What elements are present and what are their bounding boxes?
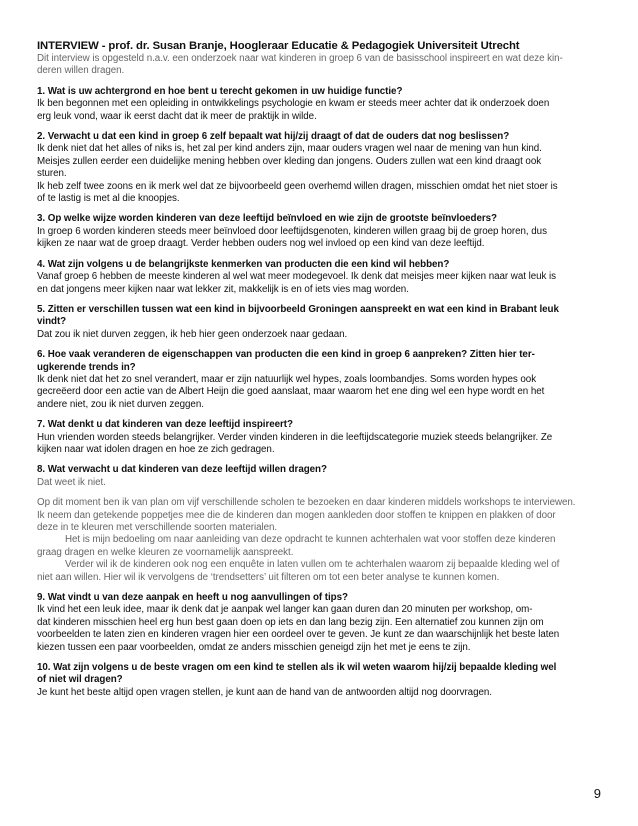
note-p3-line-2: niet aan willen. Hier wil ik vervolgens de ‘trendsetters’ uit filteren om tot een beter analyse te kunnen komen. — [37, 571, 500, 583]
intro-line-1: Dit interview is opgesteld n.a.v. een onderzoek naar wat kinderen in groep 6 van de basisschool inspireert en wat deze kin- — [37, 53, 563, 64]
note-p2-line-2: graag dragen en welke kleuren ze voornamelijk aanspreekt. — [37, 546, 294, 558]
answer-6-line-2: gecreëerd door een actie van de Albert Heijn die goed aanslaat, maar waarom het ene ding wel een hype wordt en het — [37, 386, 545, 398]
answer-10-line-1: Je kunt het beste altijd open vragen stellen, je kunt aan de hand van de antwoorden altijd nog doorvragen. — [37, 686, 492, 698]
document-page — [37, 39, 600, 699]
answer-6-line-3: andere niet, zou ik niet durven zeggen. — [37, 398, 204, 410]
qa-item-8 — [37, 464, 600, 489]
question-1: 1. Wat is uw achtergrond en hoe bent u terecht gekomen in uw huidige functie? — [37, 85, 403, 97]
answer-4-line-2: en dat jongens meer kijken naar wat lekker zit, makkelijk is en of iets vies mag worden. — [37, 283, 409, 295]
answer-1-line-1: Ik ben begonnen met een opleiding in ontwikkelings psychologie en kwam er steeds meer achter dat ik onderzoek doen — [37, 98, 550, 110]
answer-2-line-3: sturen. — [37, 168, 67, 180]
qa-item-5 — [37, 304, 600, 341]
question-5-line-2: vindt? — [37, 316, 67, 328]
qa-item-3 — [37, 213, 600, 250]
question-5-line-1: 5. Zitten er verschillen tussen wat een kind in bijvoorbeeld Groningen aanspreekt en wat een kind in Brabant leuk — [37, 303, 559, 315]
note-p1-line-2: Ik neem dan getekende poppetjes mee die de kinderen dan mogen aankleden door stoffen te knippen en plakken of door — [37, 509, 556, 521]
question-9: 9. Wat vindt u van deze aanpak en heeft u nog aanvullingen of tips? — [37, 592, 348, 604]
intro-line-2: deren willen dragen. — [37, 65, 125, 77]
question-7: 7. Wat denkt u dat kinderen van deze leeftijd inspireert? — [37, 419, 293, 431]
note-p1-line-3: deze in te kleuren met verschillende soorten materialen. — [37, 522, 278, 533]
workshop-note — [37, 497, 600, 584]
qa-item-2 — [37, 131, 600, 205]
qa-item-9 — [37, 592, 600, 654]
question-6-line-1: 6. Hoe vaak veranderen de eigenschappen van producten die een kind in groep 6 aanpreken? Zitten hier ter- — [37, 349, 535, 361]
note-p1-line-1: Op dit moment ben ik van plan om vijf verschillende scholen te bezoeken en daar kinderen middels workshops te interviewen. — [37, 497, 576, 509]
page-number: 9 — [593, 786, 601, 801]
answer-9-line-4: kiezen tussen een paar voorbeelden, omdat ze anders misschien geneigd zijn het met je eens te zijn. — [37, 641, 471, 653]
qa-item-6 — [37, 349, 600, 411]
answer-7-line-2: kijken naar wat idolen dragen en hoe ze zich gedragen. — [37, 443, 275, 455]
question-3: 3. Op welke wijze worden kinderen van deze leeftijd beïnvloed en wie zijn de grootste beïnvloeders? — [37, 213, 497, 225]
qa-item-4 — [37, 259, 600, 296]
question-10-line-1: 10. Wat zijn volgens u de beste vragen om een kind te stellen als ik wil weten waarom hij/zij bepaalde kleding wel — [37, 662, 557, 674]
answer-2-line-5: of te lastig is met al die knoopjes. — [37, 193, 180, 205]
answer-8-line-1: Dat weet ik niet. — [37, 476, 106, 488]
answer-2-line-2: Meisjes zullen eerder een duidelijke mening hebben over kleding dan jongens. Ouders zullen wat een kind draagt ook — [37, 155, 542, 167]
answer-9-line-2: dat kinderen misschien heel erg hun best gaan doen op iets en dan lang bezig zijn. Een alternatief zou kunnen zijn om — [37, 616, 544, 628]
question-2: 2. Verwacht u dat een kind in groep 6 zelf bepaalt wat hij/zij draagt of dat de ouders dat nog beslissen? — [37, 131, 510, 143]
answer-9-line-3: voorbeelden te laten zien en kinderen vragen hier een oordeel over te geven. Je kunt ze dan waarschijnlijk het beste laten — [37, 629, 560, 641]
answer-1-line-2: erg leuk vond, waar ik eerst dacht dat ik meer de praktijk in wilde. — [37, 110, 317, 122]
page-title: INTERVIEW - prof. dr. Susan Branje, Hoogleraar Educatie & Pedagogiek Universiteit Utrecht — [37, 40, 520, 52]
qa-item-10 — [37, 662, 600, 699]
answer-2-line-4: Ik heb zelf twee zoons en ik merk wel dat ze bijvoorbeeld geen overhemd willen dragen, misschien omdat het niet stoer is — [37, 180, 558, 192]
qa-item-1 — [37, 86, 600, 123]
question-4: 4. Wat zijn volgens u de belangrijkste kenmerken van producten die een kind wil hebben? — [37, 258, 450, 270]
answer-3-line-1: In groep 6 worden kinderen steeds meer beïnvloed door leeftijdsgenoten, kinderen willen graag bij de groep horen, dus — [37, 225, 547, 237]
answer-2-line-1: Ik denk niet dat het alles of niks is, het zal per kind anders zijn, maar ouders vragen wel naar de mening van hun kind. — [37, 143, 542, 155]
note-p2-line-1: Het is mijn bedoeling om naar aanleiding van deze opdracht te kunnen achterhalen wat voor stoffen deze kinderen — [65, 534, 556, 546]
answer-7-line-1: Hun vrienden worden steeds belangrijker. Verder vinden kinderen in die leeftijdscategorie muziek steeds belangrijker. Ze — [37, 431, 553, 443]
note-p3-line-1: Verder wil ik de kinderen ook nog een enquête in laten vullen om te achterhalen waarom zij bepaalde kleding wel of — [65, 559, 560, 571]
answer-6-line-1: Ik denk niet dat het zo snel verandert, maar er zijn natuurlijk wel hypes, zoals loombandjes. Soms worden hypes ook — [37, 373, 537, 385]
answer-9-line-1: Ik vind het een leuk idee, maar ik denk dat je aanpak wel langer kan gaan duren dan 20 minuten per workshop, om- — [37, 604, 533, 616]
question-8: 8. Wat verwacht u dat kinderen van deze leeftijd willen dragen? — [37, 464, 327, 476]
question-10-line-2: of niet wil dragen? — [37, 674, 123, 686]
qa-item-7 — [37, 419, 600, 456]
answer-4-line-1: Vanaf groep 6 hebben de meeste kinderen al wel wat meer modegevoel. Ik denk dat meisjes meer kijken naar wat leuk is — [37, 271, 556, 283]
answer-3-line-2: kijken ze naar wat de groep draagt. Verder hebben ouders nog wel invloed op een kind van deze leeftijd. — [37, 238, 485, 250]
question-6-line-2: ugkerende trends in? — [37, 361, 136, 373]
answer-5-line-1: Dat zou ik niet durven zeggen, ik heb hier geen onderzoek naar gedaan. — [37, 328, 348, 340]
